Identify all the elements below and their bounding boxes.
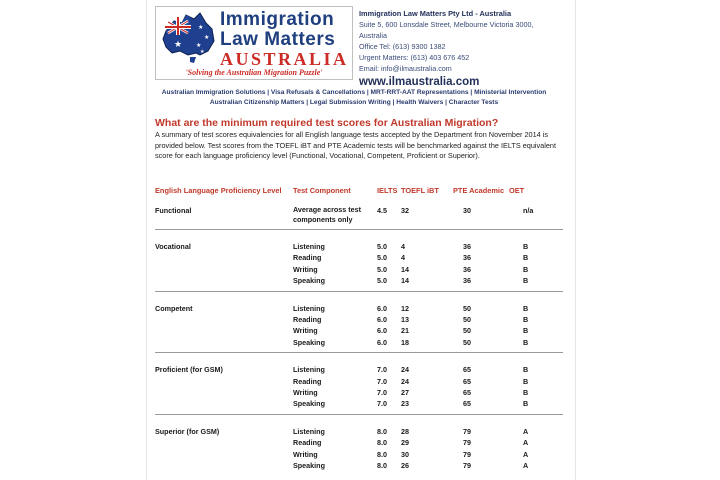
table-cell: 13 — [401, 315, 409, 325]
services-line-2: Australian Citizenship Matters | Legal Submission Writing | Health Waivers | Character Tests — [209, 99, 499, 106]
logo-text-line-1: Immigration — [220, 9, 335, 30]
table-cell: Writing — [293, 264, 318, 274]
table-cell: B — [523, 388, 529, 398]
table-cell: 79 — [463, 438, 471, 448]
table-cell: B — [523, 365, 529, 375]
table-cell: Speaking — [293, 275, 377, 291]
table-cell: 65 — [453, 398, 509, 414]
header-toefl: TOEFL iBT — [401, 186, 439, 195]
table-cell: 12 — [401, 303, 409, 313]
table-cell: 36 — [463, 253, 471, 263]
table-row — [155, 376, 563, 387]
table-cell: 4 — [401, 253, 405, 263]
table-cell: B — [509, 337, 563, 353]
test-score-table — [155, 186, 563, 472]
table-cell: 21 — [401, 326, 409, 336]
table-row — [155, 325, 563, 336]
table-cell: B — [509, 398, 563, 414]
level-vocational: Vocational — [155, 242, 191, 251]
company-logo — [155, 6, 353, 80]
table-cell: 30 — [453, 203, 509, 230]
table-cell: 6.0 — [377, 315, 387, 325]
table-row — [155, 449, 563, 460]
table-cell: Reading — [293, 315, 322, 325]
urgent-phone: Urgent Matters: (613) 403 676 452 — [359, 53, 470, 62]
table-cell: B — [523, 264, 529, 274]
table-cell: 65 — [463, 388, 471, 398]
table-cell: 5.0 — [377, 253, 387, 263]
table-cell: 50 — [453, 337, 509, 353]
table-cell: 6.0 — [377, 326, 387, 336]
table-cell: A — [523, 449, 529, 459]
table-cell: 26 — [401, 461, 409, 471]
table-cell: 8.0 — [377, 426, 387, 436]
table-cell: 36 — [463, 242, 471, 251]
table-row — [155, 264, 563, 275]
table-cell: 29 — [401, 438, 409, 448]
table-row — [155, 239, 563, 252]
company-name: Immigration Law Matters Pty Ltd - Australia — [359, 9, 512, 18]
table-cell: 30 — [401, 449, 409, 459]
header-pte: PTE Academic — [453, 186, 505, 195]
table-row — [155, 314, 563, 325]
table-row — [155, 424, 563, 437]
company-address: Suite 5, 600 Lonsdale Street, Melbourne Victoria 3000, Australia — [359, 20, 534, 40]
table-cell: Writing — [293, 388, 318, 398]
contact-block — [359, 8, 559, 88]
table-cell: 14 — [401, 264, 409, 274]
table-row — [155, 437, 563, 448]
level-superior: Superior (for GSM) — [155, 426, 220, 436]
table-cell: Listening — [293, 303, 325, 313]
svg-text:★: ★ — [196, 42, 202, 49]
australia-flag-map-icon — [160, 9, 218, 65]
level-functional: Functional — [155, 203, 293, 230]
level-proficient: Proficient (for GSM) — [155, 365, 223, 375]
logo-text-line-2: Law Matters — [220, 29, 336, 50]
services-line-1: Australian Immigration Solutions | Visa Refusals & Cancellations | MRT-RRT-AAT Representations | Ministerial Intervention — [161, 89, 547, 96]
article-title: What are the minimum required test scores for Australian Migration? — [155, 117, 499, 129]
table-row — [155, 362, 563, 375]
table-cell: Average across test components only — [293, 203, 377, 230]
table-cell: 8.0 — [377, 438, 387, 448]
table-cell: Speaking — [293, 398, 377, 414]
table-cell: Speaking — [293, 337, 377, 353]
table-cell: 23 — [401, 398, 453, 414]
table-cell: Speaking — [293, 461, 325, 471]
services-banner — [153, 88, 555, 108]
table-cell: 4 — [401, 242, 405, 251]
table-cell: 6.0 — [377, 303, 387, 313]
level-competent: Competent — [155, 303, 193, 313]
email-link[interactable]: Email: info@ilmaustralia.com — [359, 64, 452, 73]
table-cell: B — [523, 303, 529, 313]
logo-tagline: 'Solving the Australian Migration Puzzle' — [185, 68, 323, 77]
table-cell: 4.5 — [377, 203, 401, 230]
table-cell: 7.0 — [377, 388, 387, 398]
table-cell: Reading — [293, 376, 322, 386]
table-cell: B — [523, 253, 529, 263]
letterhead — [155, 6, 553, 88]
article-summary: A summary of test scores equivalencies for all English language tests accepted by the Department fron November 2014 is provided below. Test scores from the TOEFL iBT and PTE Academic tests will be benchmarked against the IELTS equivalent score for each language proficiency level (Functional, Vocational, Competent, Proficient or Superior). — [155, 130, 556, 161]
table-cell: A — [523, 461, 529, 471]
header-oet: OET — [509, 186, 525, 195]
table-cell: 36 — [453, 275, 509, 291]
document-page — [146, 0, 576, 480]
table-cell: B — [523, 326, 529, 336]
table-cell: 65 — [463, 365, 471, 375]
website-link[interactable]: www.ilmaustralia.com — [359, 76, 480, 88]
table-cell: 7.0 — [377, 398, 401, 414]
table-cell: Writing — [293, 326, 318, 336]
table-row — [155, 337, 563, 353]
table-row — [155, 387, 563, 398]
table-cell: Reading — [293, 253, 322, 263]
table-header-row — [155, 186, 563, 203]
table-cell: 5.0 — [377, 264, 387, 274]
table-cell: Writing — [293, 449, 318, 459]
table-row — [155, 460, 563, 471]
table-cell: 24 — [401, 365, 409, 375]
table-row — [155, 275, 563, 291]
table-cell: 36 — [463, 264, 471, 274]
table-cell: 50 — [463, 326, 471, 336]
table-cell: 65 — [463, 376, 471, 386]
table-cell: 6.0 — [377, 337, 401, 353]
table-cell: 27 — [401, 388, 409, 398]
table-cell: Listening — [293, 242, 325, 251]
table-row — [155, 252, 563, 263]
table-cell: B — [523, 376, 529, 386]
table-cell: B — [523, 315, 529, 325]
table-cell: Listening — [293, 365, 325, 375]
table-cell: 50 — [463, 303, 471, 313]
table-cell: 8.0 — [377, 461, 387, 471]
table-cell: 7.0 — [377, 376, 387, 386]
table-row — [155, 203, 563, 230]
table-row — [155, 301, 563, 314]
table-cell: 50 — [463, 315, 471, 325]
svg-text:★: ★ — [198, 24, 204, 31]
table-cell: 79 — [463, 426, 471, 436]
logo-text-line-3: AUSTRALIA — [220, 49, 349, 69]
table-row — [155, 398, 563, 414]
svg-text:★: ★ — [200, 49, 205, 55]
table-cell: 79 — [463, 449, 471, 459]
table-cell: 14 — [401, 275, 453, 291]
table-cell: B — [523, 242, 529, 251]
table-cell: A — [523, 426, 529, 436]
svg-text:★: ★ — [174, 40, 183, 50]
table-cell: A — [523, 438, 529, 448]
svg-text:★: ★ — [204, 34, 210, 41]
table-cell: 28 — [401, 426, 409, 436]
header-component: Test Component — [293, 186, 351, 195]
header-ielts: IELTS — [377, 186, 398, 195]
table-cell: 24 — [401, 376, 409, 386]
table-cell: B — [509, 275, 563, 291]
table-cell: Listening — [293, 426, 325, 436]
header-level: English Language Proficiency Level — [155, 186, 282, 195]
office-phone: Office Tel: (613) 9300 1382 — [359, 42, 446, 51]
table-cell: 5.0 — [377, 275, 401, 291]
table-cell: 18 — [401, 337, 453, 353]
table-cell: 7.0 — [377, 365, 387, 375]
table-cell: 32 — [401, 203, 453, 230]
table-cell: 5.0 — [377, 242, 387, 251]
table-cell: 79 — [463, 461, 471, 471]
table-cell: 8.0 — [377, 449, 387, 459]
table-cell: Reading — [293, 438, 322, 448]
table-cell: n/a — [509, 203, 563, 230]
